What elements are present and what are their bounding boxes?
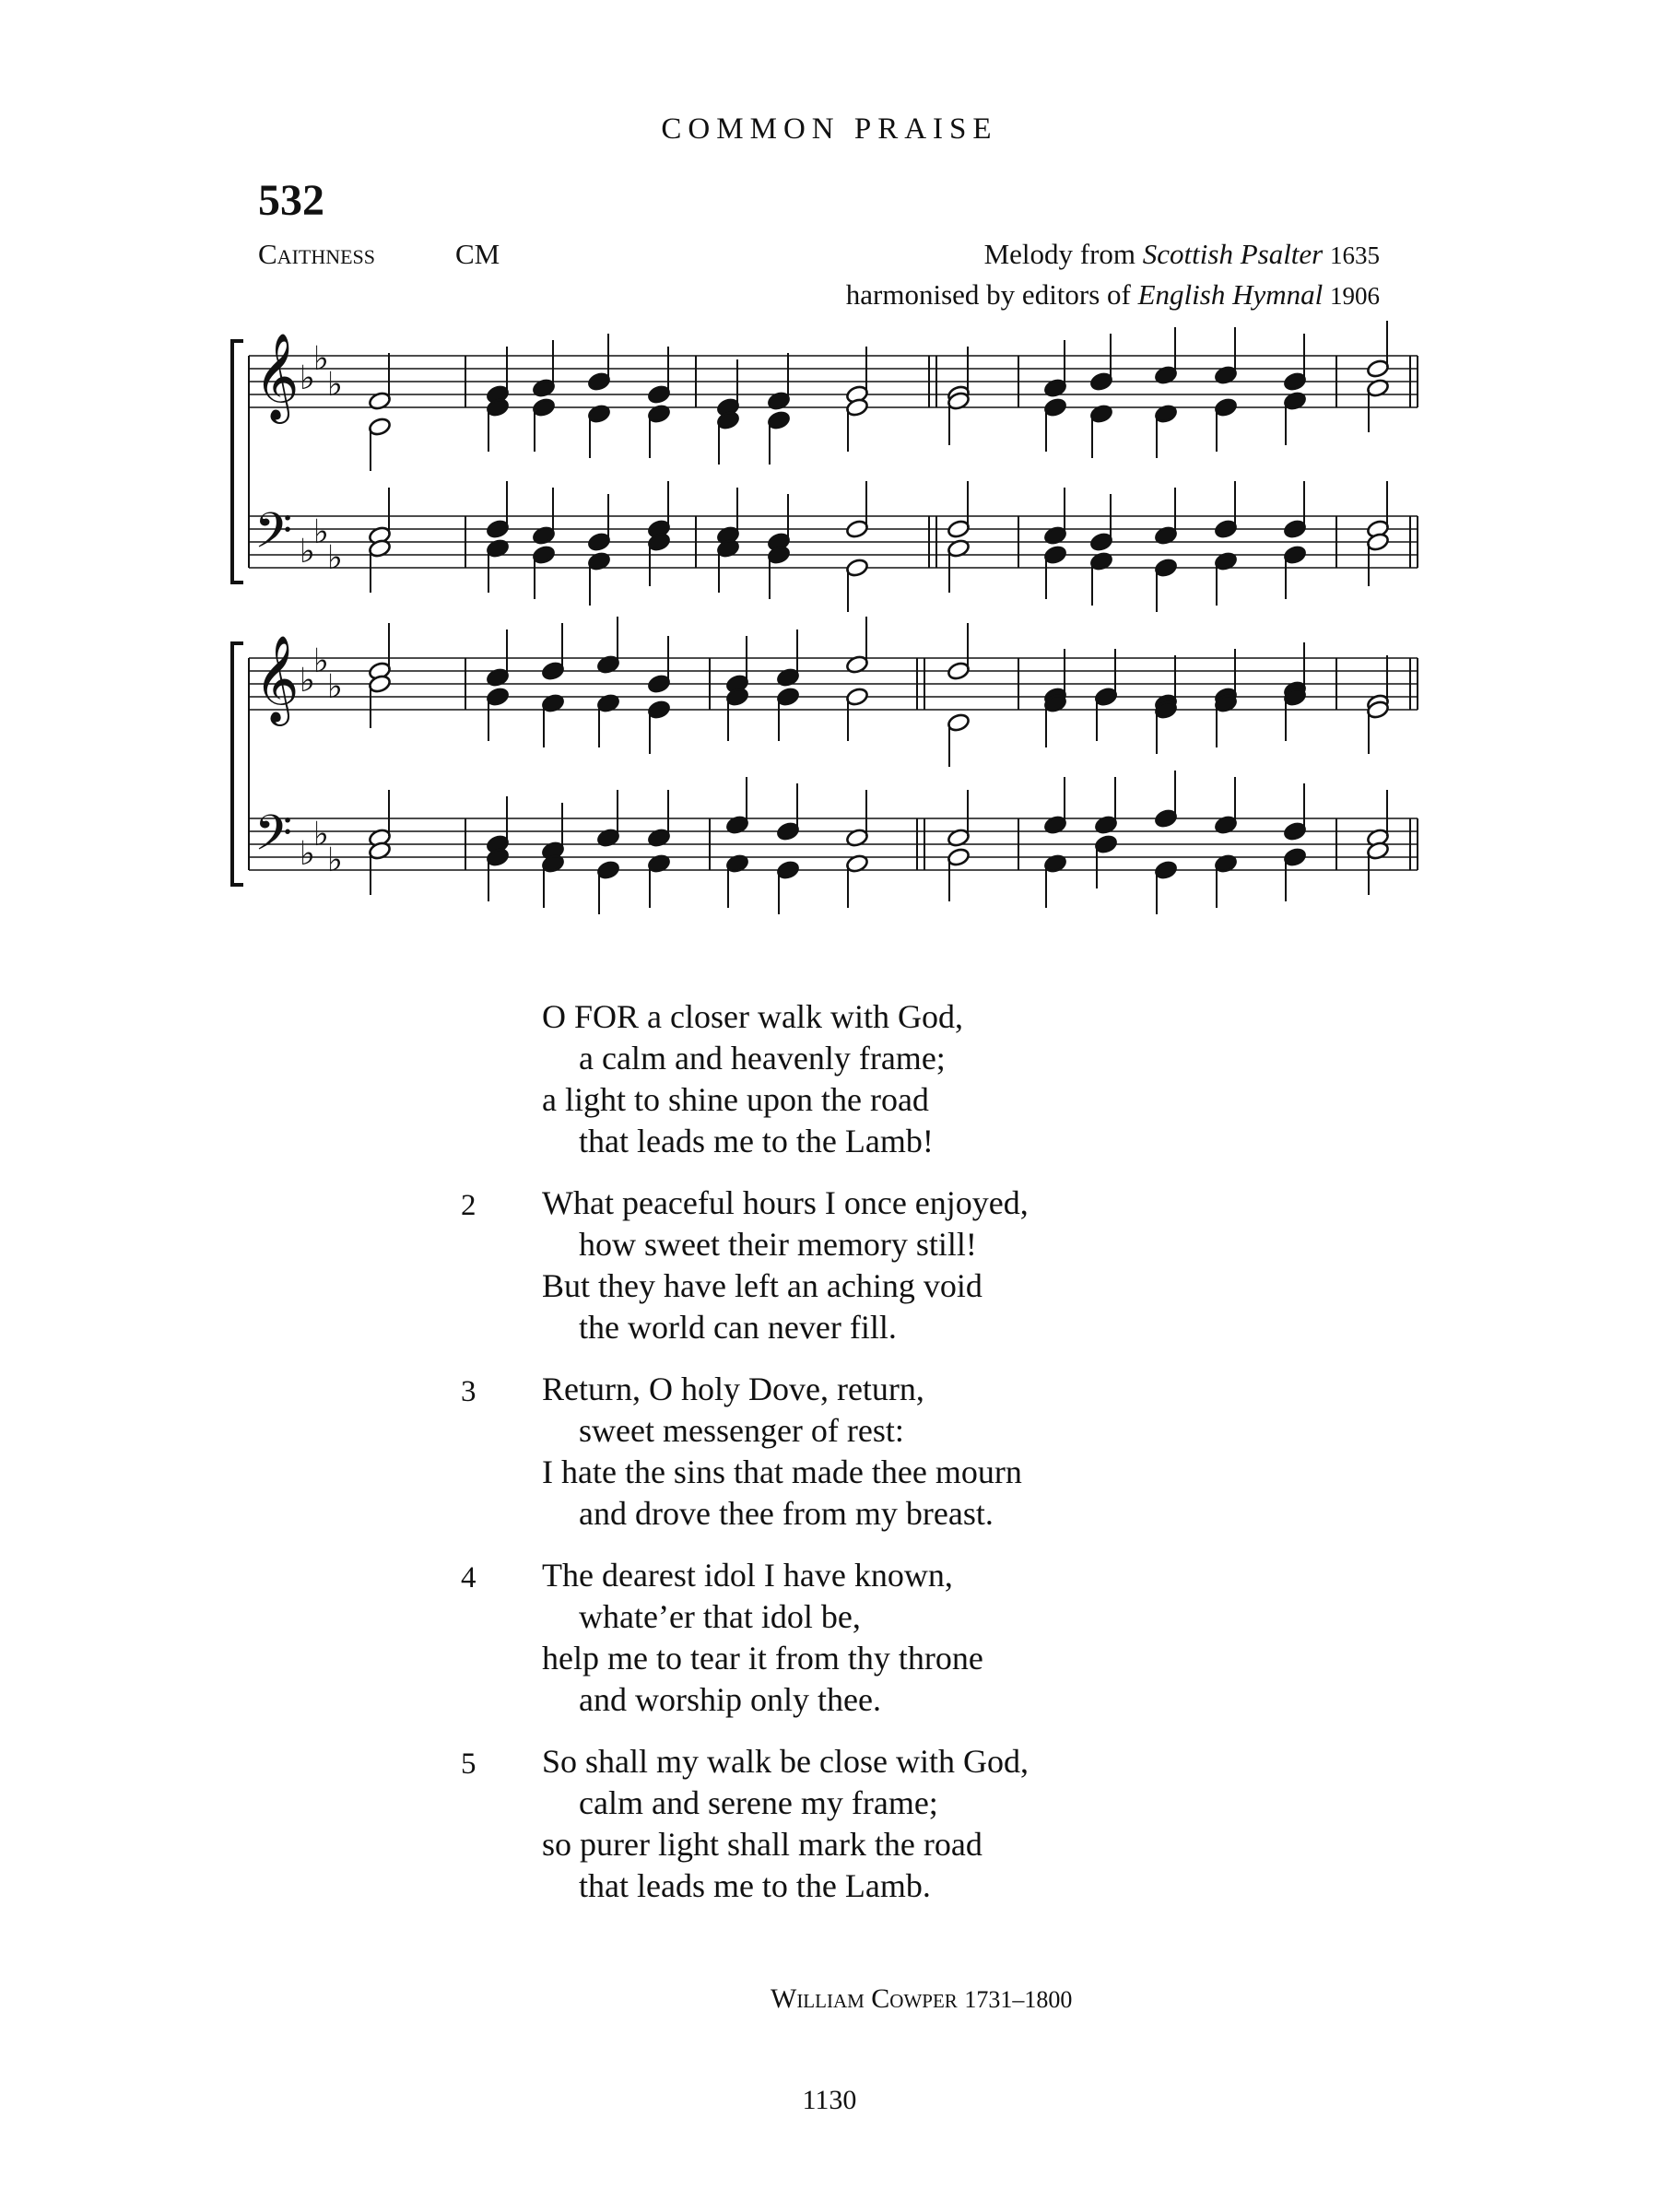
running-title: COMMON PRAISE — [661, 112, 998, 146]
verse-line: that leads me to the Lamb. — [579, 1867, 931, 1904]
music-system-2 — [232, 617, 1418, 914]
flat-sign: ♭ — [327, 668, 343, 706]
flat-sign: ♭ — [300, 835, 315, 873]
verse-line: I hate the sins that made thee mourn — [542, 1453, 1022, 1490]
author-name: William Cowper — [771, 1983, 958, 2014]
bass-clef: 𝄢 — [254, 806, 293, 874]
verse-line: What peaceful hours I once enjoyed, — [542, 1184, 1029, 1221]
treble-clef: 𝄞 — [254, 333, 300, 420]
author-credit — [771, 1983, 1072, 2015]
verse-number: 5 — [461, 1747, 477, 1781]
verse-number: 3 — [461, 1375, 477, 1408]
verse-line: whate’er that idol be, — [579, 1598, 861, 1635]
verse-line: and drove thee from my breast. — [579, 1495, 994, 1532]
verse-number: 2 — [461, 1189, 477, 1222]
flat-sign: ♭ — [313, 513, 329, 551]
verse-line: But they have left an aching void — [542, 1267, 982, 1304]
treble-clef: 𝄞 — [254, 635, 300, 723]
flat-sign: ♭ — [327, 539, 343, 577]
system-bracket — [232, 341, 243, 582]
verse-line: how sweet their memory still! — [579, 1226, 977, 1263]
verse-line: a calm and heavenly frame; — [579, 1040, 946, 1077]
verse-line: O FOR a closer walk with God, — [542, 998, 963, 1035]
verse-line: the world can never fill. — [579, 1309, 897, 1346]
hymn-number: 532 — [258, 176, 324, 225]
system-bracket — [232, 643, 243, 885]
verse-line: and worship only thee. — [579, 1681, 881, 1718]
page-number: 1130 — [802, 2085, 857, 2115]
harmony-credit-prefix: harmonised by editors of — [845, 278, 1138, 311]
verse-line: so purer light shall mark the road — [542, 1826, 982, 1863]
flat-sign: ♭ — [313, 816, 329, 853]
melody-source-title: Scottish Psalter — [1142, 238, 1324, 270]
music-score — [0, 0, 1659, 968]
bass-clef: 𝄢 — [254, 503, 293, 571]
harmony-source-title: English Hymnal — [1137, 278, 1324, 311]
author-years: 1731–1800 — [964, 1986, 1073, 2013]
verse-line: help me to tear it from thy throne — [542, 1640, 983, 1677]
verse-line: The dearest idol I have known, — [542, 1557, 953, 1594]
flat-sign: ♭ — [313, 642, 329, 680]
verse-line: a light to shine upon the road — [542, 1081, 929, 1118]
verse-line: sweet messenger of rest: — [579, 1412, 904, 1449]
melody-credit-prefix: Melody from — [983, 238, 1143, 270]
verse-line: that leads me to the Lamb! — [579, 1123, 934, 1159]
music-system-1 — [232, 321, 1418, 612]
flat-sign: ♭ — [327, 366, 343, 404]
melody-source-year: 1635 — [1330, 241, 1380, 269]
flat-sign: ♭ — [300, 662, 315, 700]
flat-sign: ♭ — [300, 359, 315, 397]
flat-sign: ♭ — [313, 340, 329, 378]
tune-name: Caithness — [258, 238, 376, 270]
harmony-source-year: 1906 — [1330, 282, 1380, 310]
verse-number: 4 — [461, 1561, 477, 1594]
meter: CM — [455, 238, 500, 270]
verse-line: calm and serene my frame; — [579, 1784, 938, 1821]
flat-sign: ♭ — [327, 841, 343, 879]
flat-sign: ♭ — [300, 533, 315, 571]
verse-line: Return, O holy Dove, return, — [542, 1371, 924, 1407]
verse-line: So shall my walk be close with God, — [542, 1743, 1029, 1780]
